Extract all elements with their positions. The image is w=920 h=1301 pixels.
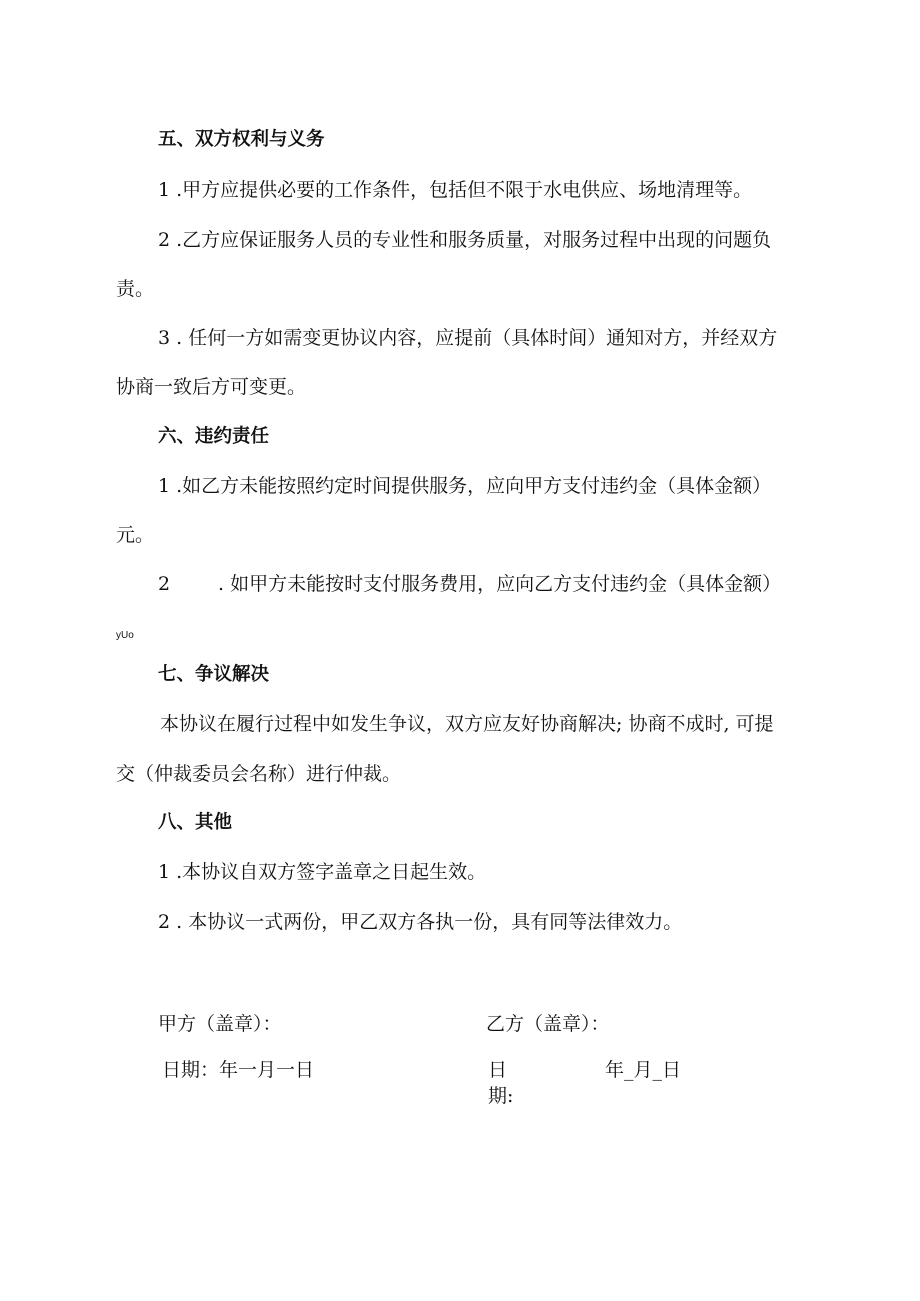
section-5-item-2 <box>158 228 771 252</box>
section-6-item-1 <box>158 474 771 498</box>
party-b-date-value: 年_月_日 <box>605 1059 682 1081</box>
section-7-paragraph-line-1: 本协议在履行过程中如发生争议，双方应友好协商解决; 协商不成时, 可提 <box>160 713 774 735</box>
item-number: 2 <box>158 229 171 251</box>
section-8-heading: 八、其他 <box>158 812 233 833</box>
item-text: . 本协议一式两份，甲乙双方各执一份，具有同等法律效力。 <box>176 911 683 933</box>
item-text: . 任何一方如需变更协议内容，应提前（具体时间）通知对方，并经双方 <box>176 327 778 349</box>
section-6-item-1-continued: 元。 <box>116 524 155 546</box>
party-b-seal-label: 乙方（盖章）： <box>486 1013 610 1035</box>
item-number: 2 <box>158 911 171 933</box>
party-a-seal-label: 甲方（盖章）： <box>158 1013 282 1035</box>
item-text: .甲方应提供必要的工作条件，包括但不限于水电供应、场地清理等。 <box>176 179 753 201</box>
item-number: 3 <box>158 327 171 349</box>
item-number: 1 <box>158 179 171 201</box>
item-text: .如乙方未能按照约定时间提供服务，应向甲方支付违约金（具体金额） <box>176 475 772 497</box>
section-6-item-2-continued: yUo <box>116 630 134 641</box>
party-b-date-label-char-1: 日 <box>488 1059 508 1081</box>
section-5-item-3 <box>158 326 777 350</box>
section-7-paragraph-line-2: 交（仲裁委员会名称）进行仲裁。 <box>116 763 402 785</box>
section-5-item-1 <box>158 178 752 202</box>
item-number: 1 <box>158 861 171 883</box>
section-8-item-1 <box>158 860 486 884</box>
section-5-item-2-continued: 责。 <box>116 278 155 300</box>
item-number: 2 <box>158 573 171 595</box>
section-7-heading: 七、争议解决 <box>158 664 270 685</box>
party-a-date: 日期：年一月一日 <box>162 1059 315 1081</box>
section-5-heading: 五、双方权利与义务 <box>158 129 325 150</box>
item-text: .本协议自双方签字盖章之日起生效。 <box>176 861 487 883</box>
section-6-item-2 <box>158 572 781 596</box>
section-6-heading: 六、违约责任 <box>158 426 270 447</box>
item-text: .乙方应保证服务人员的专业性和服务质量，对服务过程中出现的问题负 <box>176 229 772 251</box>
party-b-date-label-char-2: 期: <box>488 1085 514 1107</box>
section-5-item-3-continued: 协商一致后方可变更。 <box>116 376 307 398</box>
item-text: . 如甲方未能按时支付服务费用，应向乙方支付违约金（具体金额） <box>218 573 782 595</box>
item-number: 1 <box>158 475 171 497</box>
section-8-item-2 <box>158 910 682 934</box>
